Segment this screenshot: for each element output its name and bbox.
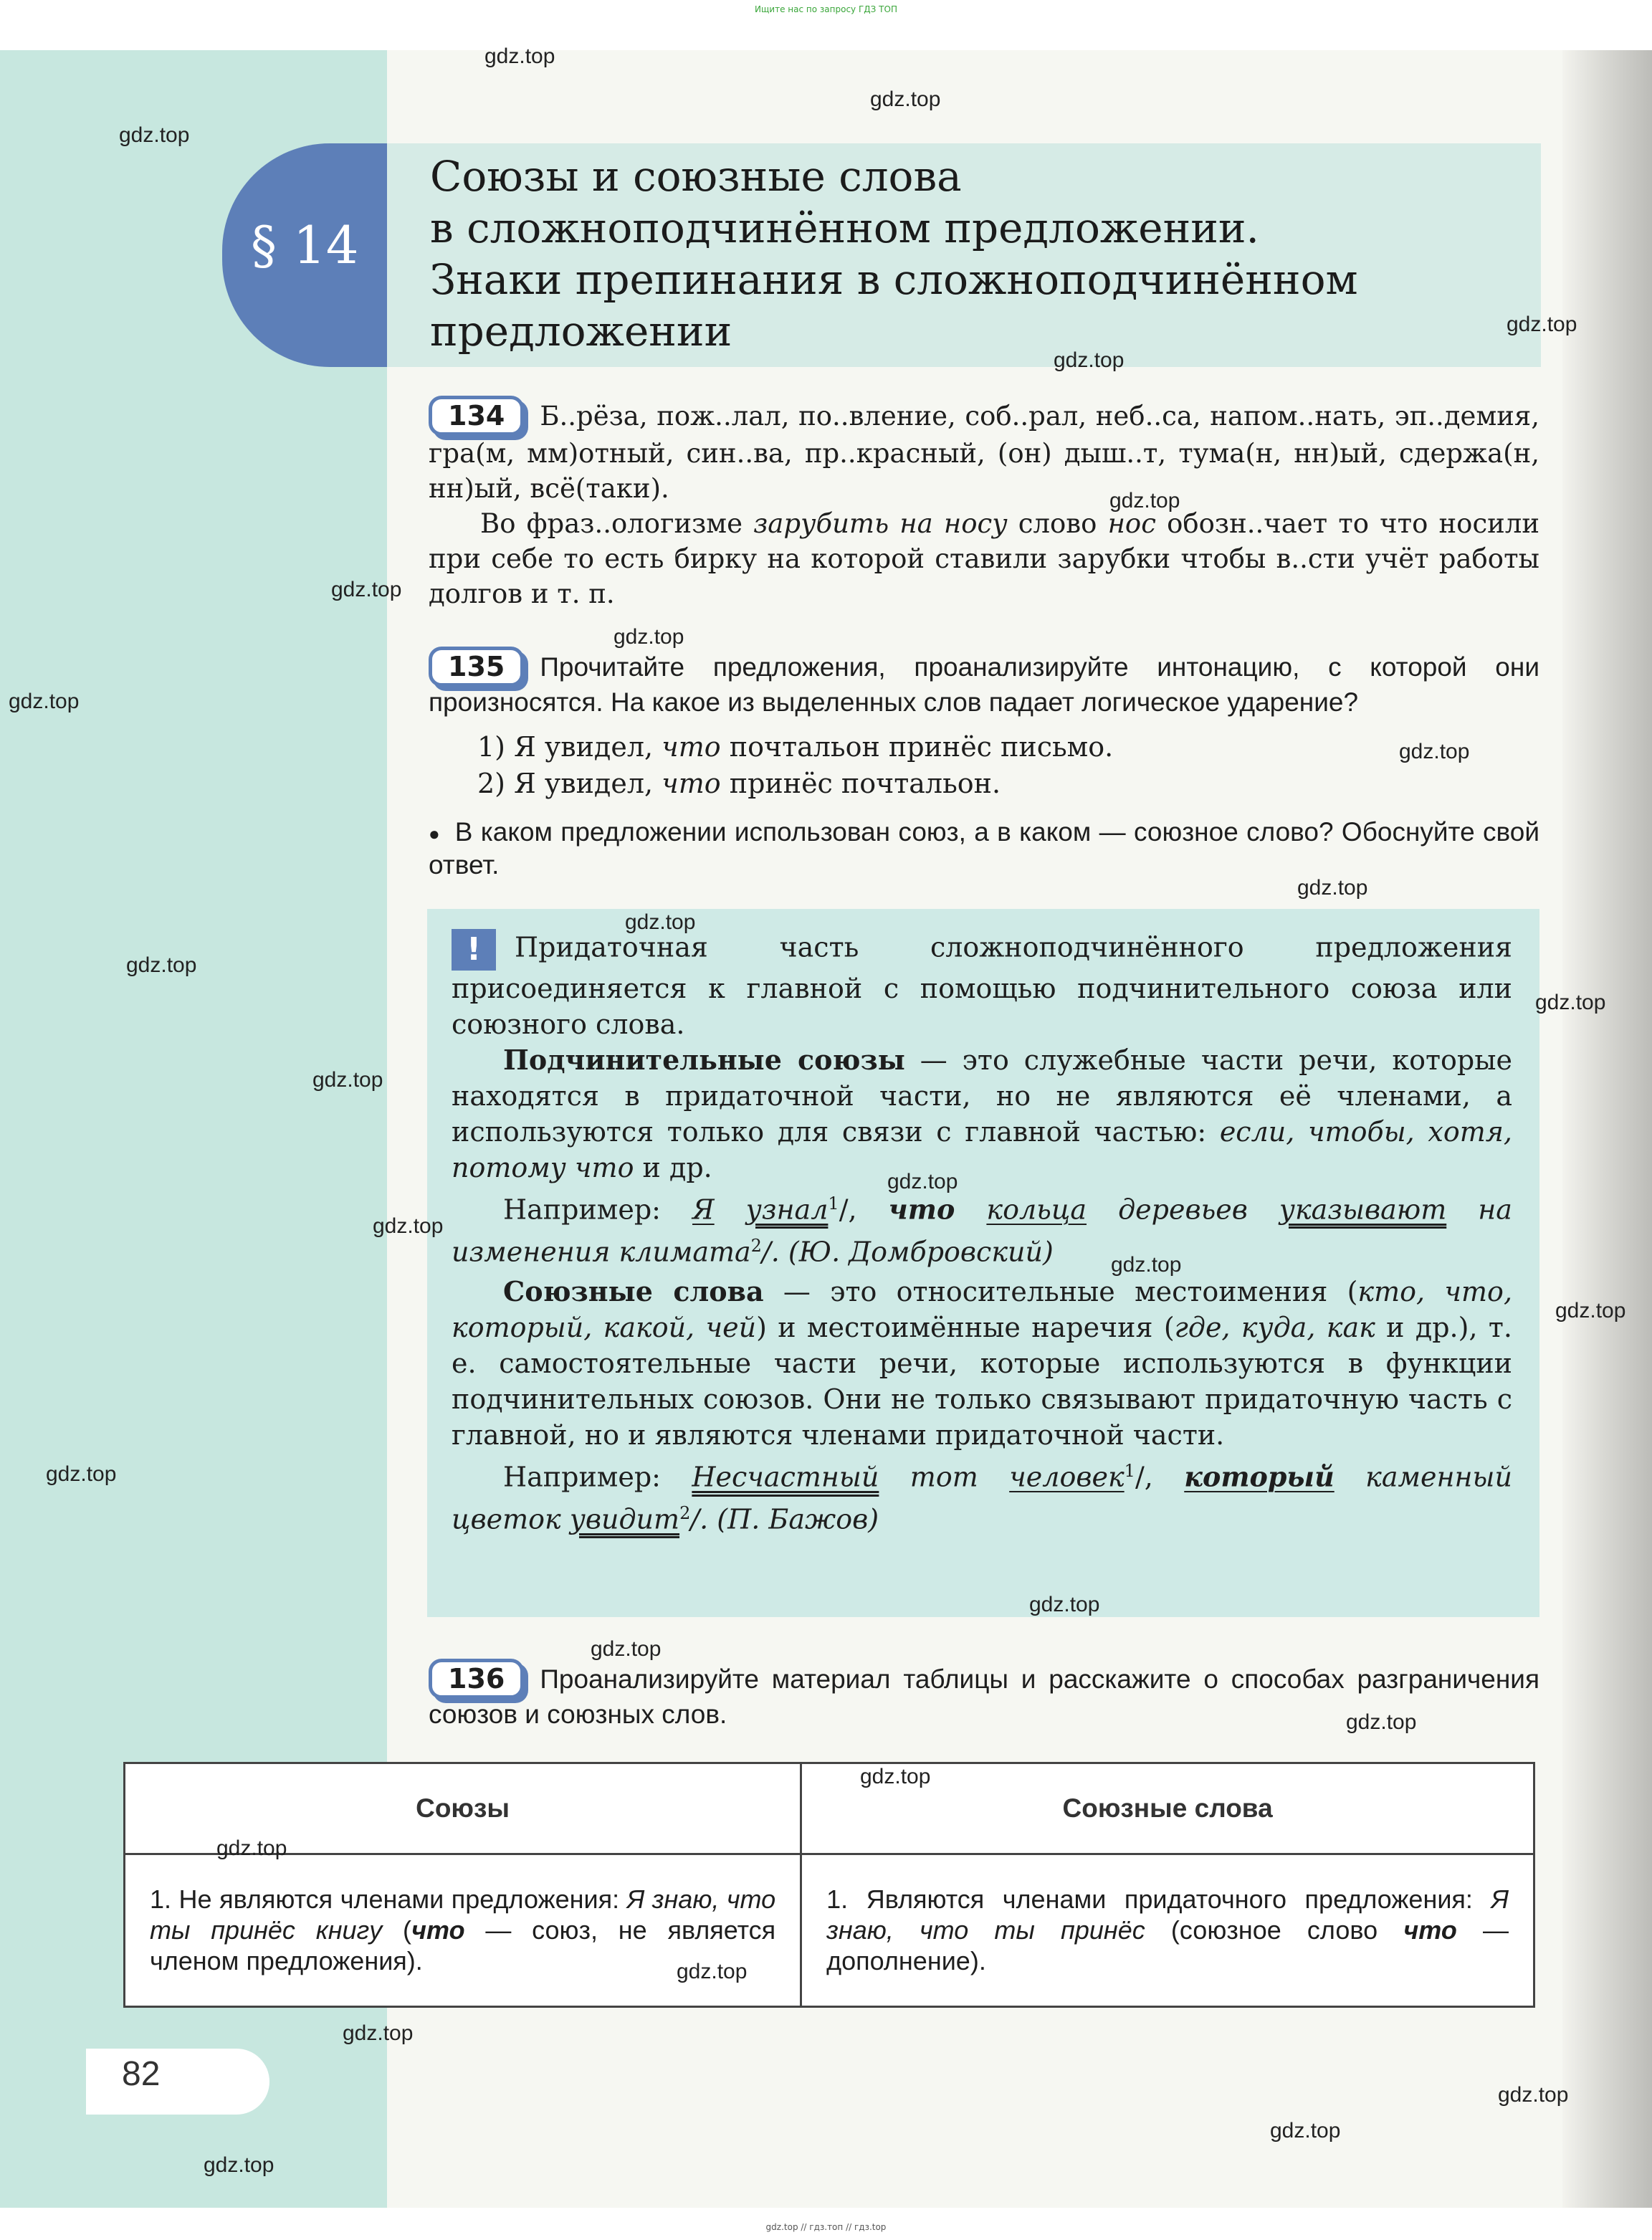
title-line-2: в сложноподчинённом предложении. <box>430 204 1259 252</box>
bullet-icon: ● <box>429 822 441 844</box>
watermark: gdz.top <box>331 578 402 601</box>
watermark: gdz.top <box>591 1637 662 1661</box>
exercise-number-136: 136 <box>429 1659 524 1699</box>
title-line-4: предложении <box>430 307 732 356</box>
bottom-note: gdz.top // гдз.топ // гдз.top <box>765 2222 887 2232</box>
watermark: gdz.top <box>625 910 696 934</box>
rule-paragraph-2: Подчинительные союзы — это служебные части речи, которые находятся в придаточной части, но не являются её членами, а используются только для связи с главной частью: если, чтобы, хотя, потому что и др. <box>452 1044 1512 1183</box>
watermark: gdz.top <box>1054 348 1125 372</box>
section-number: § 14 <box>251 215 359 275</box>
watermark: gdz.top <box>343 2021 414 2045</box>
exclamation-icon: ! <box>452 929 496 971</box>
watermark: gdz.top <box>1111 1253 1182 1277</box>
watermark: gdz.top <box>1507 313 1577 336</box>
rule-example-2: Например: Несчастный тот человек$^1$/, который каменный цветок увидит$^2$/. (П. Бажов) <box>452 1460 1512 1535</box>
watermark: gdz.top <box>1498 2083 1569 2107</box>
page-number: 82 <box>122 2055 161 2093</box>
exercise-number-134: 134 <box>429 396 524 436</box>
rule-paragraph-1: Придаточная часть сложноподчинённого предложения присоединяется к главной с помощью подчинительного союза или союзного слова. <box>452 931 1512 1040</box>
exercise-134-words: Б..рёза, пож..лал, по..вление, соб..рал, неб..са, напом..нать, эп..демия, гра(м, мм)отный, син..ва, пр..красный, (он) дыш..т, тума(н, нн)ый, сдержа(н, нн)ый, всё(таки). <box>429 401 1539 504</box>
watermark: gdz.top <box>46 1462 117 1486</box>
watermark: gdz.top <box>1535 991 1606 1014</box>
watermark: gdz.top <box>204 2153 274 2177</box>
watermark: gdz.top <box>870 87 941 111</box>
exercise-134-text: Во фраз..ологизме зарубить на носу слово нос обозн..чает то что носили при себе то есть бирку на которой ставили зарубки чтобы в..сти учёт работы долгов и т. п. <box>429 508 1539 609</box>
table-header-conjunctive-words: Союзные слова <box>801 1763 1534 1854</box>
top-note: Ищите нас по запросу ГДЗ ТОП <box>755 4 897 14</box>
watermark: gdz.top <box>887 1170 958 1193</box>
exercise-number-135: 135 <box>429 647 524 687</box>
exercise-134 <box>429 396 1539 611</box>
watermark: gdz.top <box>1346 1710 1417 1734</box>
sentence-2: 2) Я увидел, что принёс почтальон. <box>477 768 1001 799</box>
section-title <box>430 151 1534 357</box>
watermark: gdz.top <box>119 123 190 147</box>
table-header-conjunctions: Союзы <box>125 1763 801 1854</box>
rule-example-1: Например: Я узнал$^1$/, что кольца деревьев указывают на изменения климата$^2$/. (Ю. Домбровский) <box>452 1193 1512 1268</box>
watermark: gdz.top <box>1109 489 1180 513</box>
watermark: gdz.top <box>613 625 684 649</box>
watermark: gdz.top <box>1297 876 1368 900</box>
rule-paragraph-3: Союзные слова — это относительные местоимения (кто, что, который, какой, чей) и местоимённые наречия (где, куда, как и др.), т. е. самостоятельные части речи, которые используются в функции подчинительных союзов. Они не только связывают придаточную часть с главной, но и являются членами придаточной части. <box>452 1275 1513 1452</box>
table-cell-conjunctions: 1. Не являются членами предложения: Я знаю, что ты принёс книгу (что — союз, не является членом предложения). <box>125 1854 801 2007</box>
comparison-table <box>123 1762 1535 2008</box>
exercise-135-question: ● В каком предложении использован союз, а в каком — союзное слово? Обоснуйте свой ответ. <box>429 817 1539 880</box>
watermark: gdz.top <box>484 44 555 68</box>
table-header-row <box>125 1763 1534 1854</box>
exercise-135 <box>429 647 1539 880</box>
watermark: gdz.top <box>216 1836 287 1860</box>
watermark: gdz.top <box>1555 1299 1626 1322</box>
sentence-1: 1) Я увидел, что почтальон принёс письмо. <box>477 731 1114 763</box>
title-line-1: Союзы и союзные слова <box>430 152 962 201</box>
page-edge-shadow <box>1562 50 1652 2208</box>
watermark: gdz.top <box>126 953 197 977</box>
table-row <box>125 1854 1534 2007</box>
watermark: gdz.top <box>860 1765 931 1788</box>
table-cell-conjunctive-words: 1. Являются членами придаточного предложения: Я знаю, что ты принёс (союзное слово что — дополнение). <box>801 1854 1534 2007</box>
rule-text <box>452 929 1512 1538</box>
watermark: gdz.top <box>373 1214 444 1238</box>
watermark: gdz.top <box>9 690 80 713</box>
exercise-136-task: Проанализируйте материал таблицы и расскажите о способах разграничения союзов и союзных слов. <box>429 1664 1539 1729</box>
title-line-3: Знаки препинания в сложноподчинённом <box>430 255 1358 304</box>
page-number-pill <box>86 2049 269 2115</box>
watermark: gdz.top <box>1029 1593 1100 1616</box>
exercise-135-task: Прочитайте предложения, проанализируйте интонацию, с которой они произносятся. На какое из выделенных слов падает логическое ударение? <box>429 652 1539 717</box>
watermark: gdz.top <box>1399 740 1470 763</box>
watermark: gdz.top <box>312 1068 383 1092</box>
watermark: gdz.top <box>677 1960 748 1983</box>
watermark: gdz.top <box>1270 2119 1341 2143</box>
